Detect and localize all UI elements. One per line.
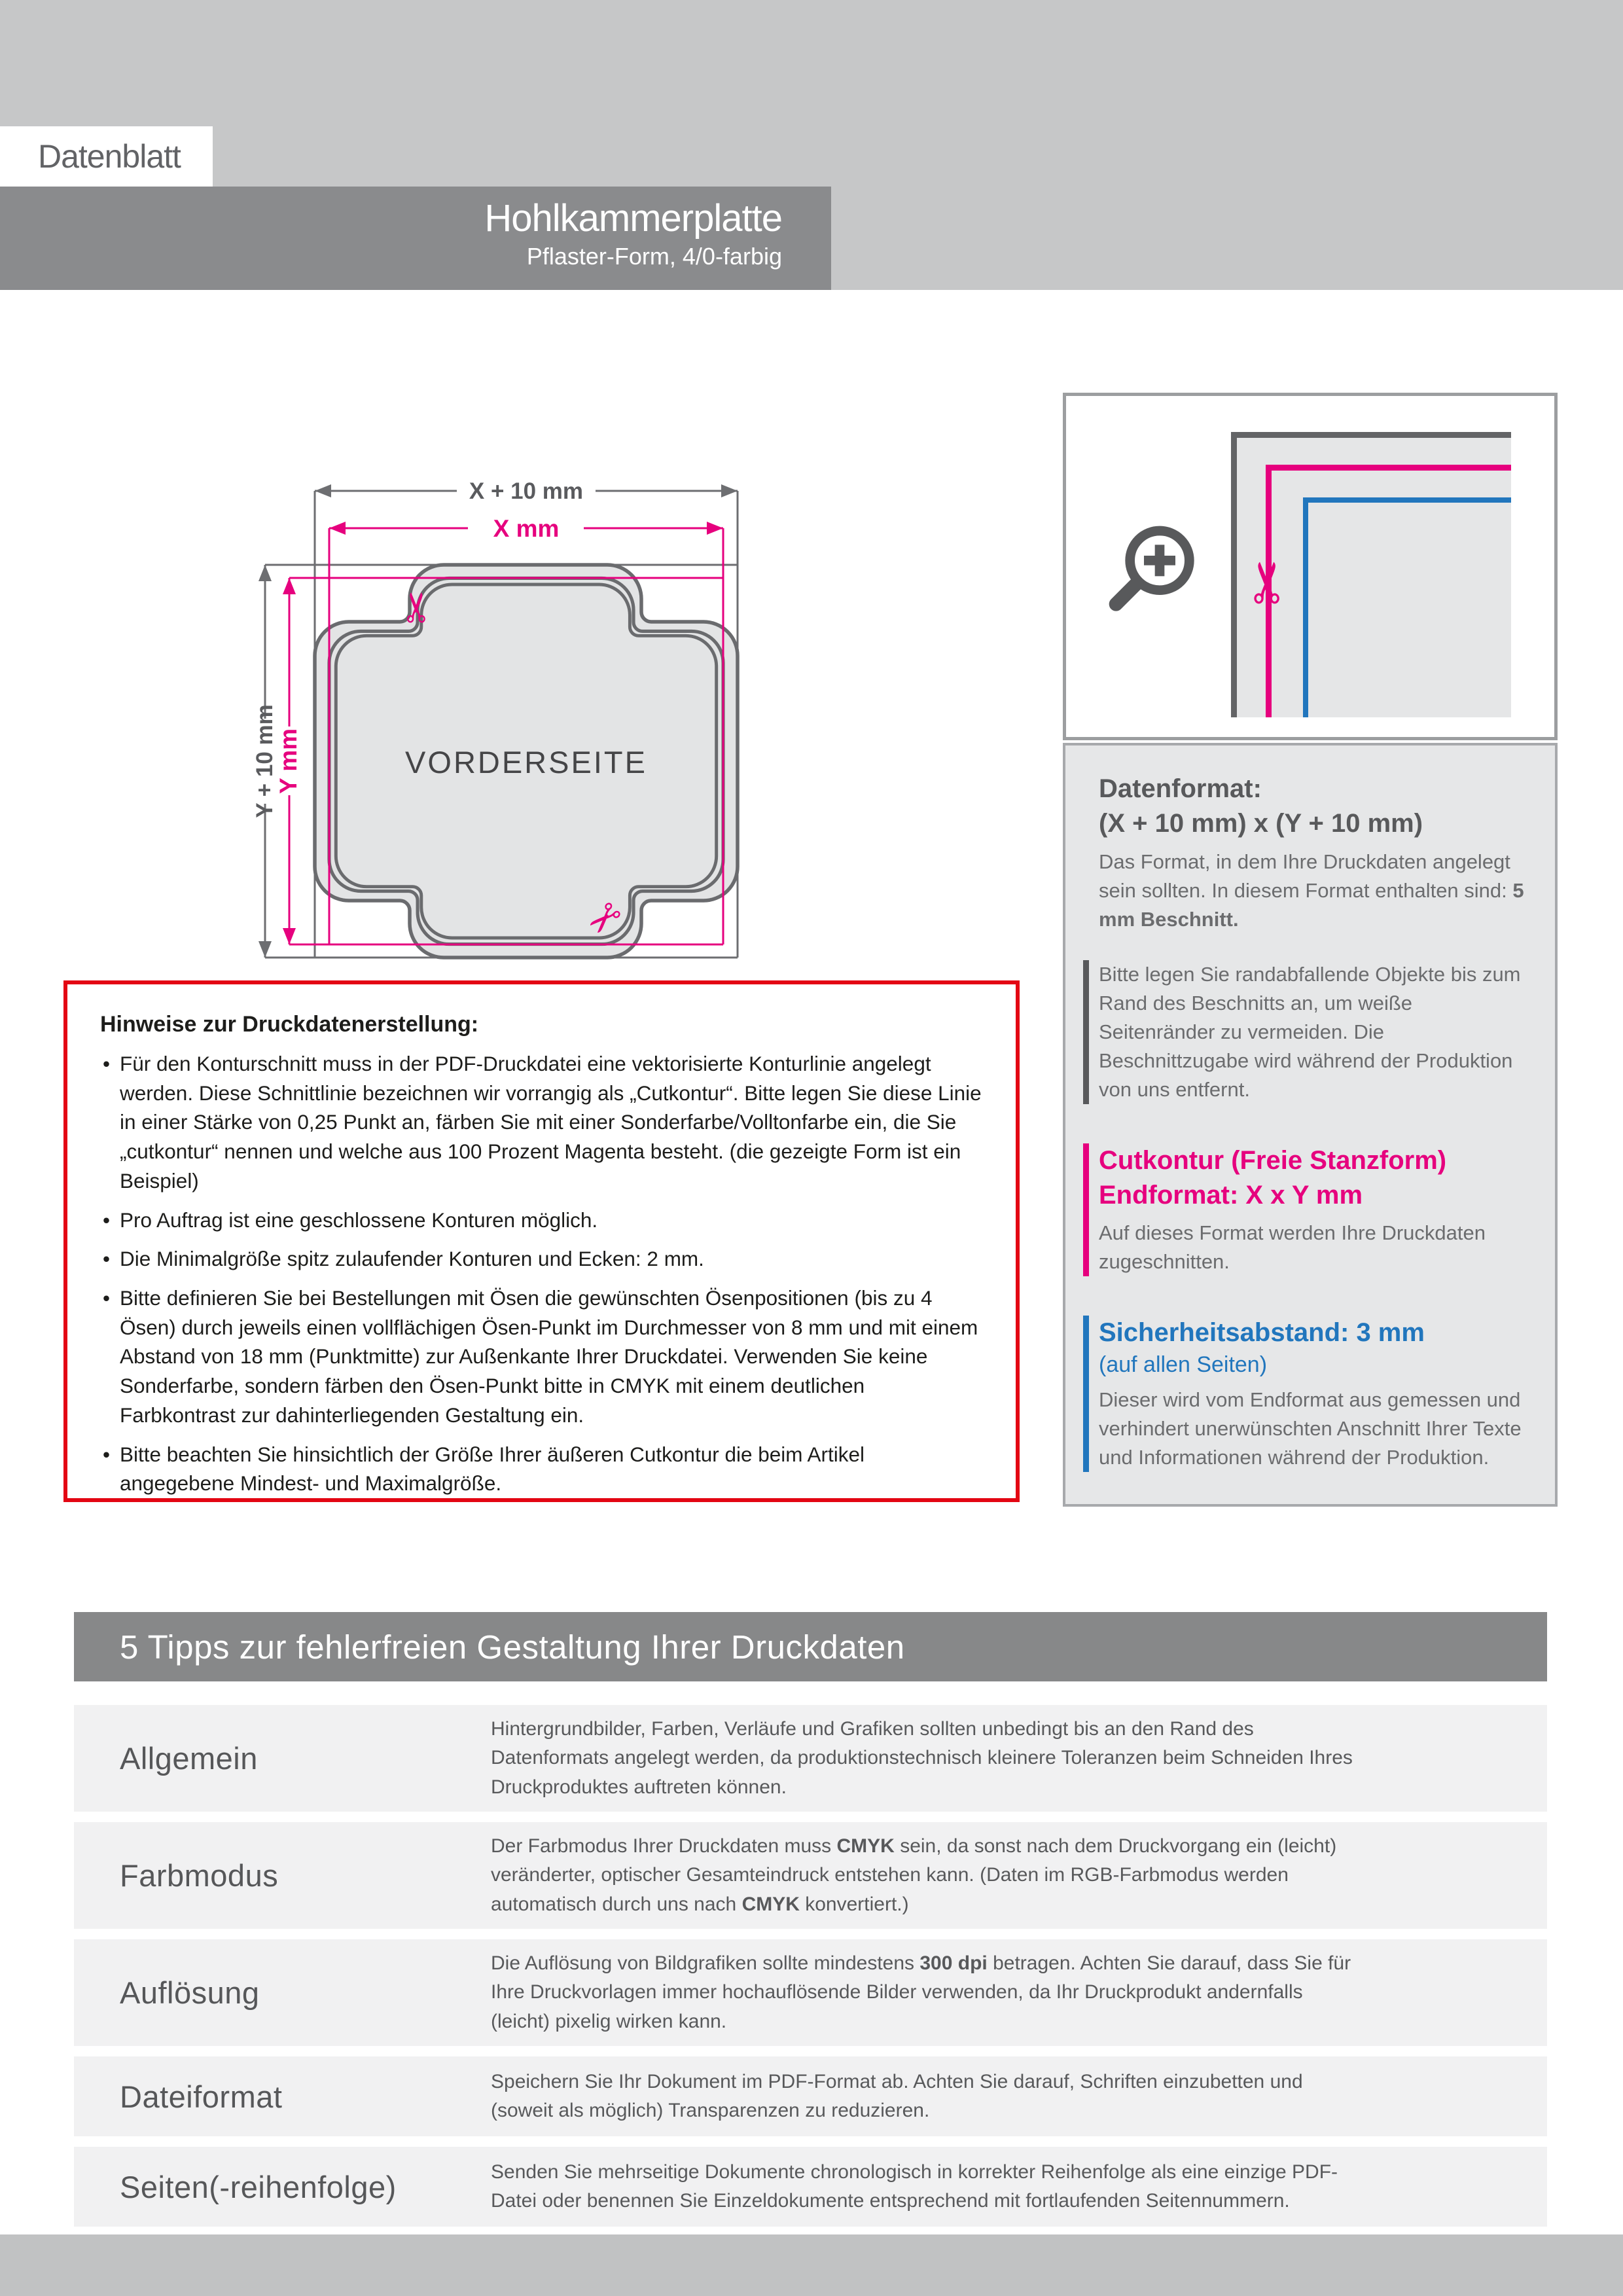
bleed-value: 5 mm Beschnitt. [1099,878,1524,931]
tip-text-part: Hintergrundbilder, Farben, Verläufe und Grafiken sollten unbedingt bis an den Rand des Datenformats angelegt werden, da produktionstechnisch kleinere Toleranzen beim Schneiden Ihres Druckproduktes auftreten können. [491,1718,1353,1798]
tip-row-farbmodus [74,1822,1547,1929]
cut-contour-diagram [249,468,759,985]
tip-text-part: Die Auflösung von Bildgrafiken sollte mindestens [491,1952,920,1975]
tip-text [491,1715,1361,1801]
tip-text-part: betragen. Achten Sie darauf, dass Sie für Ihre Druckvorlagen immer hochauflösende Bilder verwenden, da Ihr Druckprodukt andernfalls (leicht) pixelig wirken kann. [491,1952,1351,2032]
corner-zoom-panel [1063,393,1558,740]
tip-row-allgemein [74,1705,1547,1812]
title-banner [0,187,831,290]
tip-label: Seiten(-reihenfolge) [120,2169,397,2204]
safety-body: Dieser wird vom Endformat aus gemessen und verhindert unerwünschten Anschnitt Ihrer Texte und Informationen während der Produktion. [1099,1388,1522,1469]
safety-subheading: (auf allen Seiten) [1099,1352,1268,1378]
tip-text-part: Senden Sie mehrseitige Dokumente chronologisch in korrekter Reihenfolge als eine einzige PDF-Datei oder benennen Sie Einzeldokumente entsprechend mit fortlaufenden Seitennummern. [491,2161,1338,2212]
tip-text-part: sein, da sonst nach dem Druckvorgang ein (leicht) veränderter, optischer Gesamteindruck entstehen kann. (Daten im RGB-Farbmodus werden automatisch durch uns nach [491,1835,1337,1915]
tip-label: Auflösung [120,1975,260,2010]
bleed-note-text: Bitte legen Sie randabfallende Objekte bis zum Rand des Beschnitts an, um weiße Seitenränder zu vermeiden. Die Beschnittzugabe wird während der Produktion von uns entfernt. [1099,962,1521,1101]
datenformat-body-text: Das Format, in dem Ihre Druckdaten angelegt sein sollten. In diesem Format enthalten sind: [1099,850,1513,902]
hint-item: • Bitte definieren Sie bei Bestellungen mit Ösen die gewünschten Ösenpositionen (bis zu 4 Ösen) durch jeweils einen vollflächigen Ösen-Punkt im Durchmesser von 8 mm und mit einem Abstand von 18 mm (Punktmitte) zur Außenkante Ihrer Druckdatei. Verwenden Sie keine Sonderfarbe, sondern färben den Ösen-Punkt bitte in CMYK mit einem deutlichen Farbkontrast zur dahinterliegenden Gestaltung ein. [100,1283,983,1430]
tip-text [491,2158,1361,2215]
tips-banner-title: 5 Tipps zur fehlerfreien Gestaltung Ihrer Druckdaten [120,1628,905,1666]
scissors-icon: ✂ [395,590,440,624]
tip-row-dateiformat [74,2056,1547,2136]
tip-text-bold: 300 dpi [919,1952,988,1975]
dim-y-outer-label: Y + 10 mm [252,704,277,818]
datenformat-body [1099,848,1526,934]
scissors-icon: ✂ [1237,558,1300,607]
tips-banner [74,1612,1547,1681]
scissors-icon: ✂ [575,889,632,946]
product-title: Hohlkammerplatte [484,197,782,240]
bleed-note-block [1083,960,1526,1104]
tip-text-part: konvertiert.) [799,1893,909,1915]
tip-row-aufloesung [74,1939,1547,2046]
dim-x-outer [315,478,738,504]
tip-row-seitenreihenfolge [74,2147,1547,2227]
dim-x-outer-label: X + 10 mm [469,478,584,504]
zoomed-corner-illustration [1231,432,1511,717]
tip-label: Dateiformat [120,2079,283,2114]
footer-band [0,2234,1623,2296]
dim-x-inner [329,515,723,542]
dim-y-inner [275,578,302,944]
datenblatt-label-box [0,126,213,187]
dim-y-outer [252,565,277,958]
datenformat-formula: (X + 10 mm) x (Y + 10 mm) [1099,808,1423,838]
magnifier-plus-icon [1102,520,1207,625]
hint-item: • Pro Auftrag ist eine geschlossene Konturen möglich. [100,1206,983,1235]
tip-text [491,1832,1361,1918]
tip-text-bold: CMYK [741,1893,800,1915]
datenblatt-label: Datenblatt [38,138,181,175]
safety-heading: Sicherheitsabstand: 3 mm [1099,1318,1425,1348]
hints-list [100,1049,983,1498]
datenformat-heading: Datenformat: [1099,774,1262,803]
format-info-panel [1063,743,1558,1507]
cutkontur-section [1083,1143,1526,1277]
dim-y-inner-label: Y mm [275,728,302,795]
safety-section [1083,1316,1526,1472]
hint-item: • Für den Konturschnitt muss in der PDF-Druckdatei eine vektorisierte Konturlinie angelegt werden. Diese Schnittlinie bezeichnen wir vorrangig als „Cutkontur“. Bitte legen Sie diese Linie in einer Stärke von 0,25 Punkt an, färben Sie mit einer Sonderfarbe/Volltonfarbe ein, die Sie „cutkontur“ nennen und welche aus 100 Prozent Magenta besteht. (die gezeigte Form ist ein Beispiel) [100,1049,983,1196]
tip-text-bold: CMYK [836,1835,895,1857]
tip-label: Farbmodus [120,1858,279,1893]
hints-heading: Hinweise zur Druckdatenerstellung: [100,1012,479,1037]
endformat-heading: Endformat: X x Y mm [1099,1180,1363,1210]
cutkontur-body: Auf dieses Format werden Ihre Druckdaten zugeschnitten. [1099,1221,1486,1274]
tip-text-part: Der Farbmodus Ihrer Druckdaten muss [491,1835,837,1857]
tip-text-part: Speichern Sie Ihr Dokument im PDF-Format ab. Achten Sie darauf, Schriften einzubetten und (soweit als möglich) Transparenzen zu reduzieren. [491,2070,1303,2121]
datenformat-section [1099,772,1526,934]
safety-corner-line [1303,497,1511,717]
hint-item: • Die Minimalgröße spitz zulaufender Konturen und Ecken: 2 mm. [100,1244,983,1274]
tip-text [491,2068,1361,2125]
dim-x-inner-label: X mm [493,515,560,542]
cutkontur-heading: Cutkontur (Freie Stanzform) [1099,1145,1447,1175]
tip-label: Allgemein [120,1741,258,1776]
front-side-label: VORDERSEITE [405,745,647,780]
product-subtitle: Pflaster-Form, 4/0-farbig [526,242,782,270]
tip-text [491,1949,1361,2036]
hint-item: • Bitte beachten Sie hinsichtlich der Größe Ihrer äußeren Cutkontur die beim Artikel angegebene Mindest- und Maximalgröße. [100,1440,983,1498]
print-data-hints-box [63,980,1020,1502]
